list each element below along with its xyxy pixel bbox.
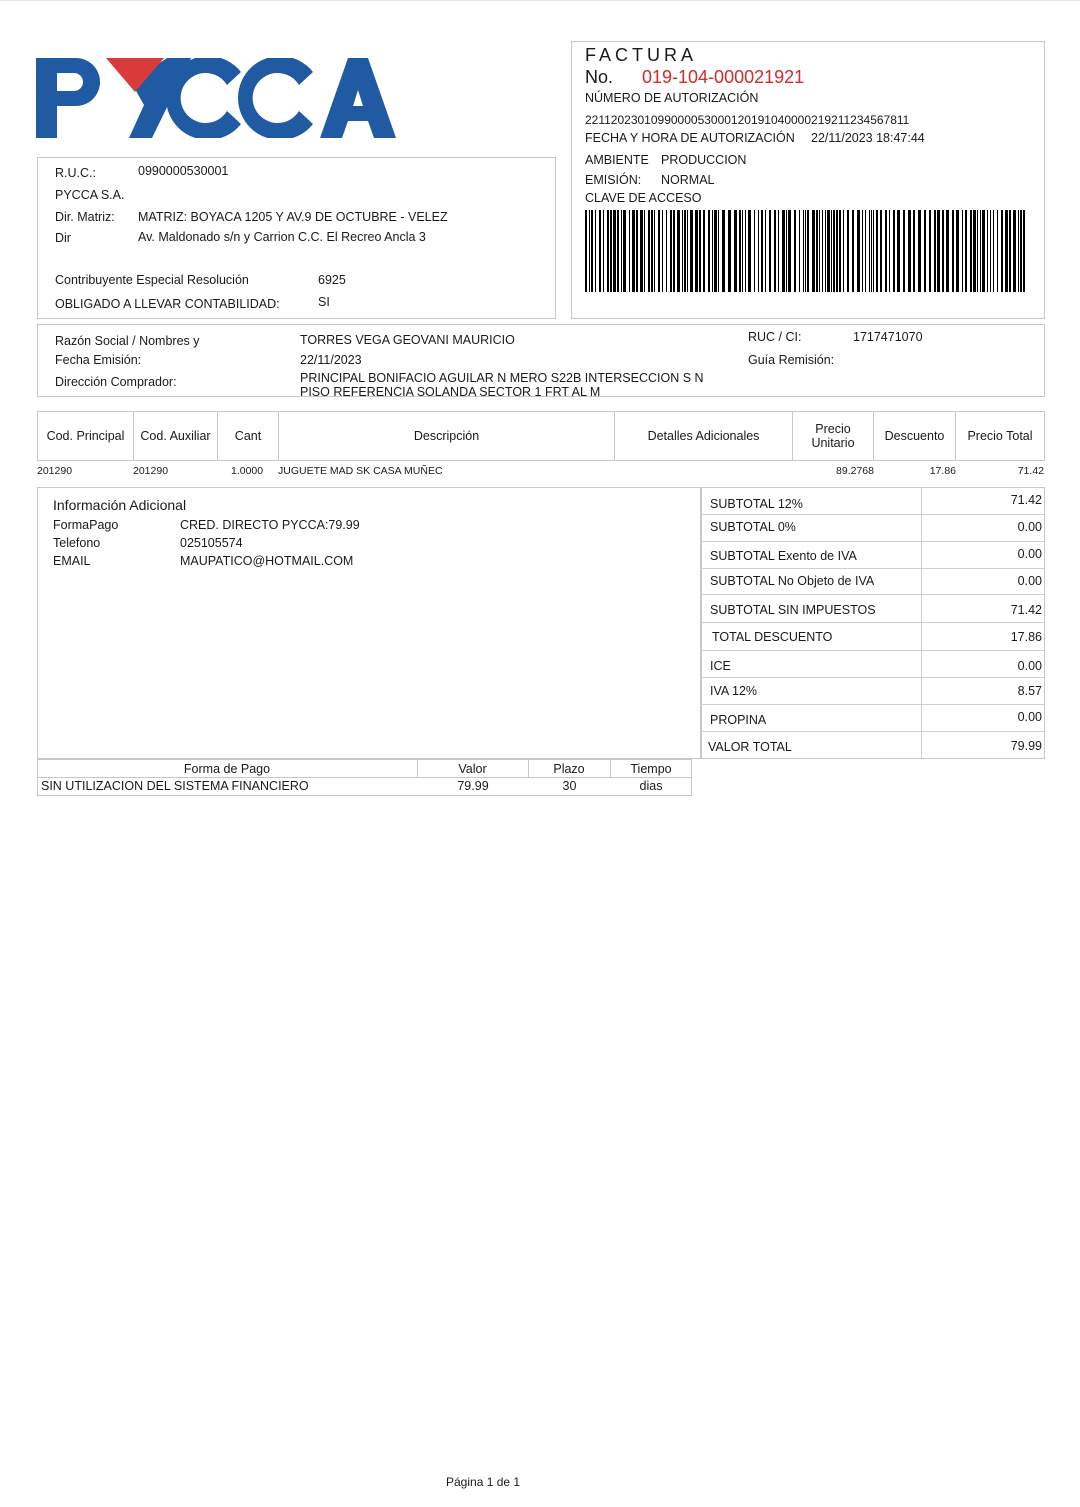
barcode-bar	[952, 210, 954, 292]
barcode-bar	[782, 210, 785, 292]
barcode-bar	[761, 210, 763, 292]
barcode-bar	[970, 210, 972, 292]
col-header-descripcion: Descripción	[278, 411, 615, 461]
issuer-name: PYCCA S.A.	[55, 188, 125, 202]
col-header-descuento: Descuento	[873, 411, 956, 461]
barcode-bar	[595, 210, 596, 292]
totals-value: 0.00	[1017, 710, 1042, 724]
payment-header-forma: Forma de Pago	[37, 760, 418, 777]
direccion-line-2: PISO REFERENCIA SOLANDA SECTOR 1 FRT AL M	[300, 385, 601, 396]
barcode-bar	[666, 210, 667, 292]
payment-tiempo-value: dias	[639, 779, 663, 793]
barcode-bar	[745, 210, 746, 292]
top-edge-line	[0, 0, 1080, 1]
totals-row-ice	[701, 651, 1044, 678]
barcode-bar	[977, 210, 978, 292]
barcode-bar	[636, 210, 638, 292]
barcode-bar	[980, 210, 981, 292]
direccion-line-1: PRINCIPAL BONIFACIO AGUILAR N MERO S22B INTERSECCION S N	[300, 371, 704, 385]
auth-number-label: NÚMERO DE AUTORIZACIÓN	[585, 91, 759, 105]
cell-precio-unitario: 89.2768	[836, 465, 874, 477]
barcode-bar	[617, 210, 619, 292]
barcode-bar	[677, 210, 680, 292]
barcode-bar	[876, 210, 878, 292]
barcode-bar	[621, 210, 622, 292]
cell-descripcion: JUGUETE MAD SK CASA MUÑEC	[278, 465, 443, 477]
col-header-cod-auxiliar: Cod. Auxiliar	[133, 411, 218, 461]
barcode-bar	[718, 210, 719, 292]
barcode-bar	[734, 210, 737, 292]
barcode-bar	[803, 210, 804, 292]
totals-label: SUBTOTAL 12%	[710, 497, 803, 511]
barcode-bar	[873, 210, 874, 292]
barcode-bar	[982, 210, 985, 292]
table-row	[0, 463, 1080, 481]
totals-label: PROPINA	[710, 713, 767, 727]
barcode-bar	[812, 210, 815, 292]
barcode-bar	[885, 210, 887, 292]
barcode-bar	[673, 210, 675, 292]
obligado-label: OBLIGADO A LLEVAR CONTABILIDAD:	[55, 297, 280, 311]
barcode-bar	[946, 210, 949, 292]
barcode-bar	[613, 210, 616, 292]
totals-value: 0.00	[1017, 520, 1042, 534]
guia-remision-label: Guía Remisión:	[748, 353, 835, 367]
cell-cod-auxiliar: 201290	[133, 465, 169, 477]
barcode-bar	[924, 210, 926, 292]
barcode-bar	[997, 210, 998, 292]
ambiente-label: AMBIENTE	[585, 153, 649, 167]
cell-cant: 1.0000	[231, 465, 264, 477]
totals-label: SUBTOTAL SIN IMPUESTOS	[710, 603, 876, 617]
barcode-bar	[695, 210, 698, 292]
barcode-bar	[603, 210, 604, 292]
barcode-bar	[728, 210, 731, 292]
ruc-label: R.U.C.:	[55, 166, 96, 180]
payment-plazo-value: 30	[562, 779, 577, 793]
info-label-telefono: Telefono	[53, 536, 101, 550]
barcode-bar	[648, 210, 650, 292]
barcode-bar	[769, 210, 771, 292]
barcode-bar	[739, 210, 741, 292]
info-label-formapago: FormaPago	[53, 518, 119, 532]
barcode-bar	[819, 210, 820, 292]
cell-descuento: 17.86	[929, 465, 956, 477]
totals-row-sin-impuestos	[701, 595, 1044, 623]
info-adicional-box	[37, 487, 701, 759]
barcode-bar	[871, 210, 872, 292]
barcode-bar	[754, 210, 755, 292]
totals-row-valor-total	[701, 732, 1044, 758]
barcode-bar	[962, 210, 963, 292]
barcode-bar	[607, 210, 609, 292]
barcode-bar	[929, 210, 931, 292]
barcode-bar	[662, 210, 663, 292]
totals-row-exento	[701, 542, 1044, 569]
info-label-email: EMAIL	[53, 554, 91, 568]
info-adicional-title: Información Adicional	[53, 497, 187, 513]
contribuyente-value: 6925	[318, 273, 346, 287]
barcode-bar	[973, 210, 976, 292]
totals-label: TOTAL DESCUENTO	[712, 630, 833, 644]
barcode-bar	[990, 210, 991, 292]
col-header-cod-principal: Cod. Principal	[37, 411, 134, 461]
barcode-bar	[908, 210, 911, 292]
totals-value: 71.42	[1010, 603, 1042, 617]
barcode-bar	[869, 210, 870, 292]
dir-label: Dir	[55, 231, 71, 245]
barcode-bar	[714, 210, 717, 292]
totals-row-subtotal-12	[701, 488, 1044, 515]
barcode-bar	[880, 210, 882, 292]
ruc-ci-label: RUC / CI:	[748, 330, 802, 344]
barcode-bar	[682, 210, 683, 292]
ambiente-value: PRODUCCION	[661, 153, 747, 167]
col-header-precio-unitario: Precio Unitario	[792, 411, 874, 461]
barcode-bar	[942, 210, 944, 292]
col-header-cant: Cant	[217, 411, 279, 461]
barcode-bar	[965, 210, 967, 292]
clave-acceso-label: CLAVE DE ACCESO	[585, 191, 702, 205]
barcode-bar	[897, 210, 900, 292]
barcode-bar	[889, 210, 890, 292]
totals-label: SUBTOTAL No Objeto de IVA	[710, 574, 875, 588]
barcode-bar	[699, 210, 701, 292]
matriz-label: Dir. Matriz:	[55, 210, 115, 224]
totals-row-iva-12	[701, 678, 1044, 705]
barcode-bar	[893, 210, 895, 292]
barcode-bar	[644, 210, 645, 292]
pycca-logo	[36, 58, 396, 138]
barcode-bar	[847, 210, 849, 292]
fecha-emision-label: Fecha Emisión:	[55, 353, 142, 367]
barcode-bar	[703, 210, 705, 292]
barcode-bar	[765, 210, 766, 292]
ruc-value: 0990000530001	[138, 164, 229, 178]
barcode-bar	[794, 210, 796, 292]
totals-row-no-objeto	[701, 569, 1044, 595]
barcode-bar	[632, 210, 635, 292]
totals-value: 79.99	[1010, 739, 1042, 753]
payment-header-plazo: Plazo	[528, 760, 611, 777]
info-value-email: MAUPATICO@HOTMAIL.COM	[180, 554, 354, 568]
barcode-bar	[708, 210, 710, 292]
barcode-bar	[670, 210, 672, 292]
barcode-bar	[857, 210, 860, 292]
cell-cod-principal: 201290	[37, 465, 73, 477]
barcode-bar	[1020, 210, 1022, 292]
emision-value: NORMAL	[661, 173, 715, 187]
totals-value: 17.86	[1010, 630, 1042, 644]
totals-label: ICE	[710, 659, 731, 673]
auth-datetime-label: FECHA Y HORA DE AUTORIZACIÓN	[585, 131, 795, 145]
barcode-bar	[1005, 210, 1008, 292]
totals-value: 71.42	[1010, 493, 1042, 507]
barcode-bar	[684, 210, 686, 292]
barcode-bar	[599, 210, 601, 292]
barcode-bar	[913, 210, 915, 292]
barcode-bar	[742, 210, 743, 292]
invoice-title: FACTURA	[585, 45, 698, 65]
barcode-bar	[629, 210, 630, 292]
barcode-bar	[807, 210, 809, 292]
barcode-bar	[690, 210, 693, 292]
col-header-precio-total: Precio Total	[955, 411, 1045, 461]
totals-row-subtotal-0	[701, 515, 1044, 542]
info-value-formapago: CRED. DIRECTO PYCCA:79.99	[180, 518, 360, 532]
barcode-bar	[788, 210, 791, 292]
page-number: Página 1 de 1	[446, 1475, 521, 1489]
totals-row-propina	[701, 705, 1044, 732]
barcode-bar	[833, 210, 835, 292]
barcode-bar	[748, 210, 751, 292]
barcode-bar	[903, 210, 905, 292]
payment-valor-value: 79.99	[457, 779, 489, 793]
barcode-bar	[687, 210, 688, 292]
barcode-bar	[1018, 210, 1019, 292]
barcode-bar	[862, 210, 863, 292]
barcode-bar	[654, 210, 655, 292]
barcode-bar	[843, 210, 844, 292]
barcode-bar	[805, 210, 806, 292]
barcode-bar	[836, 210, 838, 292]
barcode-bar	[786, 210, 787, 292]
barcode-bar	[591, 210, 593, 292]
barcode-bar	[839, 210, 841, 292]
totals-value: 0.00	[1017, 547, 1042, 561]
barcode-bar	[1009, 210, 1011, 292]
barcode-bar	[610, 210, 612, 292]
barcode-bar	[831, 210, 832, 292]
contribuyente-label: Contribuyente Especial Resolución	[55, 273, 249, 287]
ruc-ci-value: 1717471070	[853, 330, 923, 344]
barcode-bar	[918, 210, 921, 292]
invoice-number: 019-104-000021921	[642, 67, 805, 87]
barcode-bar	[827, 210, 830, 292]
info-value-telefono: 025105574	[180, 536, 243, 550]
barcode-bar	[640, 210, 643, 292]
barcode-bar	[934, 210, 936, 292]
payment-forma-value: SIN UTILIZACION DEL SISTEMA FINANCIERO	[41, 779, 309, 793]
matriz-address: MATRIZ: BOYACA 1205 Y AV.9 DE OCTUBRE - VELEZ	[138, 210, 448, 224]
col-header-detalles: Detalles Adicionales	[614, 411, 793, 461]
invoice-number-label: No.	[585, 67, 614, 87]
totals-label: SUBTOTAL 0%	[710, 520, 796, 534]
barcode-bar	[799, 210, 800, 292]
totals-value: 8.57	[1017, 684, 1042, 698]
barcode-bar	[993, 210, 994, 292]
barcode-bar	[712, 210, 713, 292]
barcode-bar	[651, 210, 653, 292]
obligado-value: SI	[318, 295, 330, 309]
totals-row-total-descuento	[701, 623, 1044, 651]
direccion-comprador-label: Dirección Comprador:	[55, 375, 177, 389]
emision-label: EMISIÓN:	[585, 173, 642, 187]
payment-header-tiempo: Tiempo	[630, 761, 672, 776]
barcode-bar	[1023, 210, 1025, 292]
totals-value: 0.00	[1017, 574, 1042, 588]
barcode-bar	[589, 210, 590, 292]
barcode-bar	[987, 210, 988, 292]
razon-social-value: TORRES VEGA GEOVANI MAURICIO	[300, 333, 515, 347]
totals-value: 0.00	[1017, 659, 1042, 673]
barcode-bar	[585, 210, 587, 292]
barcode-image	[585, 210, 1027, 292]
barcode-bar	[758, 210, 759, 292]
barcode-bar	[816, 210, 818, 292]
auth-number: 2211202301099000053000120191040000219211234567811	[585, 113, 910, 127]
barcode-bar	[822, 210, 823, 292]
totals-label: IVA 12%	[710, 684, 758, 698]
barcode-bar	[852, 210, 854, 292]
barcode-bar	[865, 210, 866, 292]
totals-label: VALOR TOTAL	[708, 740, 792, 754]
dir-address: Av. Maldonado s/n y Carrion C.C. El Recreo Ancla 3	[138, 230, 426, 244]
totals-label: SUBTOTAL Exento de IVA	[710, 549, 857, 563]
barcode-bar	[825, 210, 826, 292]
barcode-bar	[722, 210, 725, 292]
barcode-bar	[623, 210, 626, 292]
auth-datetime: 22/11/2023 18:47:44	[811, 131, 925, 145]
payment-header-valor: Valor	[417, 760, 529, 777]
barcode-bar	[956, 210, 959, 292]
razon-social-label: Razón Social / Nombres y	[55, 334, 200, 348]
cell-precio-total: 71.42	[1017, 465, 1044, 477]
barcode-bar	[774, 210, 776, 292]
barcode-bar	[1001, 210, 1003, 292]
barcode-bar	[658, 210, 660, 292]
barcode-bar	[937, 210, 940, 292]
barcode-bar	[778, 210, 779, 292]
fecha-emision-value: 22/11/2023	[300, 353, 362, 367]
barcode-bar	[1013, 210, 1016, 292]
